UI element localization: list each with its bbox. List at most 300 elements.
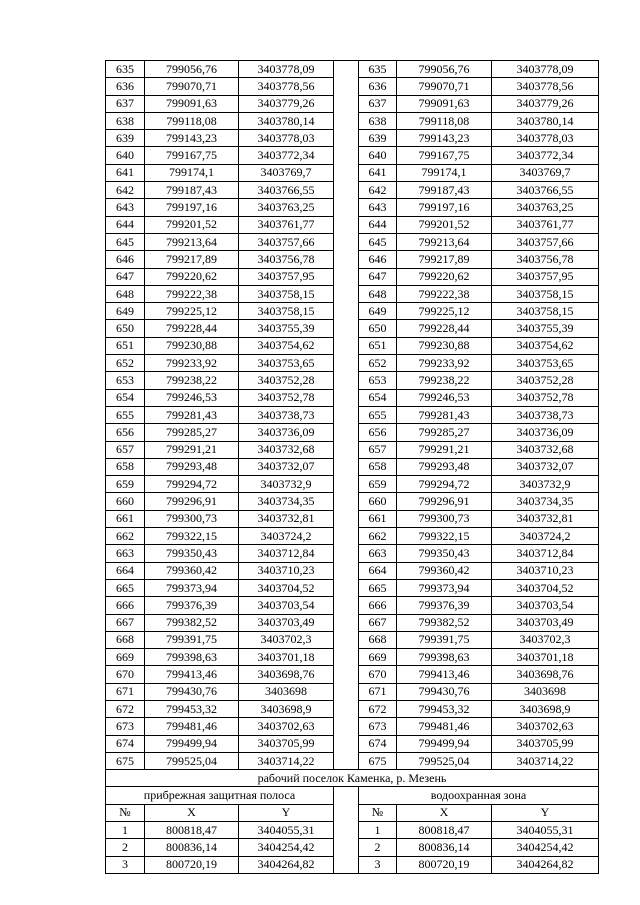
y-coordinate-cell: 3403753,65 <box>239 355 334 372</box>
y-coordinate-cell: 3403701,18 <box>492 649 599 666</box>
table-row <box>106 441 599 458</box>
table-row <box>106 822 599 839</box>
x-coordinate-cell: 799246,53 <box>397 389 492 406</box>
y-coordinate-cell: 3403702,3 <box>239 631 334 648</box>
x-coordinate-cell: 799481,46 <box>145 718 239 735</box>
table-row <box>106 683 599 700</box>
point-number-cell: 664 <box>106 562 145 579</box>
y-coordinate-cell: 3403702,63 <box>239 718 334 735</box>
point-number-cell: 661 <box>359 510 397 527</box>
x-coordinate-cell: 799143,23 <box>397 130 492 147</box>
x-coordinate-cell: 799217,89 <box>397 251 492 268</box>
x-coordinate-cell: 799217,89 <box>145 251 239 268</box>
table-row <box>106 199 599 216</box>
point-number-cell: 663 <box>359 545 397 562</box>
x-coordinate-cell: 799091,63 <box>397 95 492 112</box>
x-coordinate-cell: 799222,38 <box>397 285 492 302</box>
y-coordinate-cell: 3404055,31 <box>239 822 334 839</box>
y-coordinate-cell: 3403755,39 <box>492 320 599 337</box>
table-row <box>106 355 599 372</box>
table-row <box>106 666 599 683</box>
y-coordinate-cell: 3403712,84 <box>239 545 334 562</box>
point-number-cell: 660 <box>359 493 397 510</box>
x-coordinate-cell: 799413,46 <box>397 666 492 683</box>
x-coordinate-cell: 799382,52 <box>145 614 239 631</box>
y-coordinate-cell: 3403736,09 <box>239 424 334 441</box>
point-number-cell: 659 <box>106 476 145 493</box>
point-number-cell: 635 <box>359 61 397 78</box>
x-coordinate-cell: 799197,16 <box>145 199 239 216</box>
point-number-cell: 660 <box>106 493 145 510</box>
point-number-cell: 662 <box>359 528 397 545</box>
point-number-cell: 646 <box>106 251 145 268</box>
x-coordinate-cell: 799291,21 <box>397 441 492 458</box>
point-number-cell: 648 <box>106 285 145 302</box>
x-coordinate-cell: 799118,08 <box>397 112 492 129</box>
x-coordinate-cell: 799220,62 <box>397 268 492 285</box>
point-number-cell: 651 <box>106 337 145 354</box>
y-coordinate-cell: 3403772,34 <box>239 147 334 164</box>
x-coordinate-cell: 800836,14 <box>397 839 492 856</box>
column-gap <box>334 458 359 475</box>
point-number-cell: 657 <box>359 441 397 458</box>
column-gap <box>334 822 359 839</box>
point-number-cell: 675 <box>359 752 397 769</box>
y-coordinate-cell: 3403753,65 <box>492 355 599 372</box>
section-title-row <box>106 770 599 787</box>
y-coordinate-cell: 3403714,22 <box>239 752 334 769</box>
y-coordinate-cell: 3403758,15 <box>239 303 334 320</box>
x-coordinate-cell: 800836,14 <box>145 839 239 856</box>
table-row <box>106 424 599 441</box>
x-coordinate-cell: 799056,76 <box>397 61 492 78</box>
y-coordinate-cell: 3403763,25 <box>239 199 334 216</box>
right-zone-title: водоохранная зона <box>359 787 599 804</box>
point-number-cell: 654 <box>359 389 397 406</box>
x-coordinate-cell: 799294,72 <box>397 476 492 493</box>
point-number-cell: 665 <box>359 579 397 596</box>
point-number-cell: 666 <box>106 597 145 614</box>
x-coordinate-cell: 799091,63 <box>145 95 239 112</box>
point-number-cell: 674 <box>359 735 397 752</box>
column-gap <box>334 666 359 683</box>
table-row <box>106 233 599 250</box>
x-coordinate-cell: 799285,27 <box>145 424 239 441</box>
y-coordinate-cell: 3404264,82 <box>239 856 334 873</box>
point-number-cell: 647 <box>359 268 397 285</box>
column-gap <box>334 372 359 389</box>
y-coordinate-cell: 3403757,66 <box>239 233 334 250</box>
table-row <box>106 147 599 164</box>
point-number-cell: 636 <box>359 78 397 95</box>
table-row <box>106 631 599 648</box>
x-coordinate-cell: 799430,76 <box>145 683 239 700</box>
x-coordinate-cell: 799499,94 <box>397 735 492 752</box>
y-coordinate-cell: 3403698 <box>239 683 334 700</box>
column-gap <box>334 700 359 717</box>
point-number-cell: 2 <box>359 839 397 856</box>
column-gap <box>334 683 359 700</box>
y-coordinate-cell: 3403778,09 <box>492 61 599 78</box>
y-coordinate-cell: 3403724,2 <box>492 528 599 545</box>
table-row <box>106 476 599 493</box>
x-coordinate-cell: 799230,88 <box>397 337 492 354</box>
x-coordinate-cell: 799499,94 <box>145 735 239 752</box>
x-coordinate-cell: 799322,15 <box>397 528 492 545</box>
point-number-cell: 642 <box>106 182 145 199</box>
y-coordinate-cell: 3403758,15 <box>239 285 334 302</box>
coordinates-table-body <box>106 61 599 874</box>
x-coordinate-cell: 799246,53 <box>145 389 239 406</box>
x-coordinate-cell: 799360,42 <box>145 562 239 579</box>
x-coordinate-cell: 799230,88 <box>145 337 239 354</box>
point-number-cell: 668 <box>106 631 145 648</box>
y-coordinate-cell: 3403780,14 <box>239 112 334 129</box>
y-coordinate-cell: 3403761,77 <box>492 216 599 233</box>
y-coordinate-cell: 3403761,77 <box>239 216 334 233</box>
y-coordinate-cell: 3404254,42 <box>239 839 334 856</box>
point-number-cell: 649 <box>359 303 397 320</box>
y-coordinate-cell: 3403698,76 <box>239 666 334 683</box>
y-coordinate-cell: 3403698 <box>492 683 599 700</box>
y-column-header: Y <box>239 804 334 821</box>
column-gap <box>334 337 359 354</box>
x-coordinate-cell: 799233,92 <box>397 355 492 372</box>
point-number-cell: 666 <box>359 597 397 614</box>
y-coordinate-cell: 3403779,26 <box>239 95 334 112</box>
point-number-cell: 645 <box>359 233 397 250</box>
x-coordinate-cell: 799293,48 <box>145 458 239 475</box>
point-number-cell: 638 <box>106 112 145 129</box>
y-coordinate-cell: 3403705,99 <box>239 735 334 752</box>
table-row <box>106 614 599 631</box>
table-row <box>106 372 599 389</box>
x-coordinate-cell: 799300,73 <box>397 510 492 527</box>
x-coordinate-cell: 799213,64 <box>397 233 492 250</box>
y-coordinate-cell: 3403758,15 <box>492 303 599 320</box>
point-number-cell: 651 <box>359 337 397 354</box>
y-coordinate-cell: 3403780,14 <box>492 112 599 129</box>
x-coordinate-cell: 799391,75 <box>397 631 492 648</box>
x-coordinate-cell: 799291,21 <box>145 441 239 458</box>
number-column-header: № <box>359 804 397 821</box>
x-coordinate-cell: 800720,19 <box>145 856 239 873</box>
x-coordinate-cell: 799453,32 <box>145 700 239 717</box>
x-coordinate-cell: 799228,44 <box>145 320 239 337</box>
point-number-cell: 646 <box>359 251 397 268</box>
table-row <box>106 61 599 78</box>
column-gap <box>334 545 359 562</box>
column-gap <box>334 424 359 441</box>
x-coordinate-cell: 799376,39 <box>145 597 239 614</box>
x-coordinate-cell: 799453,32 <box>397 700 492 717</box>
x-coordinate-cell: 799056,76 <box>145 61 239 78</box>
y-coordinate-cell: 3403734,35 <box>492 493 599 510</box>
y-coordinate-cell: 3403763,25 <box>492 199 599 216</box>
table-row <box>106 130 599 147</box>
point-number-cell: 665 <box>106 579 145 596</box>
table-row <box>106 182 599 199</box>
point-number-cell: 669 <box>106 649 145 666</box>
x-coordinate-cell: 799197,16 <box>397 199 492 216</box>
x-coordinate-cell: 799220,62 <box>145 268 239 285</box>
column-gap <box>334 493 359 510</box>
y-coordinate-cell: 3403714,22 <box>492 752 599 769</box>
y-coordinate-cell: 3403772,34 <box>492 147 599 164</box>
y-coordinate-cell: 3403738,73 <box>239 406 334 423</box>
table-row <box>106 251 599 268</box>
column-gap <box>334 649 359 666</box>
point-number-cell: 1 <box>106 822 145 839</box>
point-number-cell: 639 <box>359 130 397 147</box>
x-coordinate-cell: 799413,46 <box>145 666 239 683</box>
point-number-cell: 671 <box>106 683 145 700</box>
point-number-cell: 650 <box>359 320 397 337</box>
column-gap <box>334 856 359 873</box>
column-gap <box>334 752 359 769</box>
y-column-header: Y <box>492 804 599 821</box>
column-gap <box>334 233 359 250</box>
y-coordinate-cell: 3403766,55 <box>492 182 599 199</box>
x-coordinate-cell: 799187,43 <box>397 182 492 199</box>
table-row <box>106 285 599 302</box>
column-gap <box>334 182 359 199</box>
y-coordinate-cell: 3403732,81 <box>492 510 599 527</box>
y-coordinate-cell: 3403738,73 <box>492 406 599 423</box>
column-gap <box>334 268 359 285</box>
point-number-cell: 655 <box>106 406 145 423</box>
x-coordinate-cell: 799238,22 <box>145 372 239 389</box>
y-coordinate-cell: 3403710,23 <box>239 562 334 579</box>
y-coordinate-cell: 3403769,7 <box>492 164 599 181</box>
x-coordinate-cell: 799322,15 <box>145 528 239 545</box>
x-coordinate-cell: 799350,43 <box>397 545 492 562</box>
y-coordinate-cell: 3403754,62 <box>492 337 599 354</box>
y-coordinate-cell: 3403757,95 <box>492 268 599 285</box>
point-number-cell: 658 <box>106 458 145 475</box>
table-row <box>106 839 599 856</box>
table-row <box>106 95 599 112</box>
table-row <box>106 510 599 527</box>
y-coordinate-cell: 3403756,78 <box>239 251 334 268</box>
point-number-cell: 645 <box>106 233 145 250</box>
x-coordinate-cell: 799350,43 <box>145 545 239 562</box>
column-gap <box>334 251 359 268</box>
y-coordinate-cell: 3403732,9 <box>492 476 599 493</box>
point-number-cell: 643 <box>106 199 145 216</box>
y-coordinate-cell: 3403704,52 <box>239 579 334 596</box>
table-row <box>106 700 599 717</box>
y-coordinate-cell: 3403701,18 <box>239 649 334 666</box>
table-row <box>106 545 599 562</box>
y-coordinate-cell: 3403752,78 <box>492 389 599 406</box>
y-coordinate-cell: 3403732,68 <box>239 441 334 458</box>
point-number-cell: 672 <box>359 700 397 717</box>
table-row <box>106 112 599 129</box>
point-number-cell: 644 <box>359 216 397 233</box>
left-zone-title: прибрежная защитная полоса <box>106 787 334 804</box>
x-coordinate-cell: 799281,43 <box>397 406 492 423</box>
point-number-cell: 648 <box>359 285 397 302</box>
y-coordinate-cell: 3403756,78 <box>492 251 599 268</box>
point-number-cell: 667 <box>359 614 397 631</box>
point-number-cell: 653 <box>359 372 397 389</box>
x-coordinate-cell: 799118,08 <box>145 112 239 129</box>
point-number-cell: 664 <box>359 562 397 579</box>
x-coordinate-cell: 799070,71 <box>145 78 239 95</box>
y-coordinate-cell: 3403778,56 <box>492 78 599 95</box>
point-number-cell: 670 <box>106 666 145 683</box>
point-number-cell: 2 <box>106 839 145 856</box>
point-number-cell: 668 <box>359 631 397 648</box>
y-coordinate-cell: 3403778,03 <box>492 130 599 147</box>
column-gap <box>334 389 359 406</box>
column-gap <box>334 735 359 752</box>
y-coordinate-cell: 3403754,62 <box>239 337 334 354</box>
column-gap <box>334 130 359 147</box>
table-row <box>106 389 599 406</box>
point-number-cell: 1 <box>359 822 397 839</box>
y-coordinate-cell: 3403752,28 <box>239 372 334 389</box>
x-coordinate-cell: 799300,73 <box>145 510 239 527</box>
y-coordinate-cell: 3403732,07 <box>239 458 334 475</box>
column-gap <box>334 320 359 337</box>
column-gap <box>334 631 359 648</box>
point-number-cell: 3 <box>359 856 397 873</box>
x-coordinate-cell: 799376,39 <box>397 597 492 614</box>
y-coordinate-cell: 3403732,07 <box>492 458 599 475</box>
x-coordinate-cell: 800818,47 <box>397 822 492 839</box>
table-row <box>106 216 599 233</box>
section-title: рабочий поселок Каменка, р. Мезень <box>106 770 599 787</box>
column-gap <box>334 285 359 302</box>
table-row <box>106 562 599 579</box>
column-gap <box>334 562 359 579</box>
point-number-cell: 3 <box>106 856 145 873</box>
y-coordinate-cell: 3403703,54 <box>492 597 599 614</box>
y-coordinate-cell: 3403705,99 <box>492 735 599 752</box>
y-coordinate-cell: 3403703,49 <box>239 614 334 631</box>
column-gap <box>334 597 359 614</box>
y-coordinate-cell: 3403766,55 <box>239 182 334 199</box>
y-coordinate-cell: 3403702,3 <box>492 631 599 648</box>
x-coordinate-cell: 799360,42 <box>397 562 492 579</box>
y-coordinate-cell: 3403757,66 <box>492 233 599 250</box>
x-coordinate-cell: 799167,75 <box>397 147 492 164</box>
coordinates-table <box>105 60 599 874</box>
x-coordinate-cell: 799373,94 <box>397 579 492 596</box>
y-coordinate-cell: 3403702,63 <box>492 718 599 735</box>
point-number-cell: 641 <box>106 164 145 181</box>
x-coordinate-cell: 799296,91 <box>145 493 239 510</box>
point-number-cell: 657 <box>106 441 145 458</box>
x-coordinate-cell: 799174,1 <box>397 164 492 181</box>
point-number-cell: 654 <box>106 389 145 406</box>
point-number-cell: 647 <box>106 268 145 285</box>
y-coordinate-cell: 3403757,95 <box>239 268 334 285</box>
point-number-cell: 655 <box>359 406 397 423</box>
x-coordinate-cell: 800720,19 <box>397 856 492 873</box>
point-number-cell: 675 <box>106 752 145 769</box>
y-coordinate-cell: 3403698,76 <box>492 666 599 683</box>
column-header-row <box>106 804 599 821</box>
y-coordinate-cell: 3403755,39 <box>239 320 334 337</box>
point-number-cell: 670 <box>359 666 397 683</box>
column-gap <box>334 61 359 78</box>
y-coordinate-cell: 3403778,03 <box>239 130 334 147</box>
point-number-cell: 658 <box>359 458 397 475</box>
column-gap <box>334 441 359 458</box>
x-coordinate-cell: 800818,47 <box>145 822 239 839</box>
table-row <box>106 752 599 769</box>
table-row <box>106 320 599 337</box>
point-number-cell: 663 <box>106 545 145 562</box>
point-number-cell: 656 <box>106 424 145 441</box>
point-number-cell: 673 <box>359 718 397 735</box>
y-coordinate-cell: 3403769,7 <box>239 164 334 181</box>
x-coordinate-cell: 799174,1 <box>145 164 239 181</box>
point-number-cell: 644 <box>106 216 145 233</box>
point-number-cell: 653 <box>106 372 145 389</box>
x-coordinate-cell: 799238,22 <box>397 372 492 389</box>
x-coordinate-cell: 799285,27 <box>397 424 492 441</box>
column-gap <box>334 406 359 423</box>
y-coordinate-cell: 3403758,15 <box>492 285 599 302</box>
point-number-cell: 656 <box>359 424 397 441</box>
column-gap <box>334 112 359 129</box>
x-coordinate-cell: 799293,48 <box>397 458 492 475</box>
x-coordinate-cell: 799225,12 <box>145 303 239 320</box>
zone-titles-row <box>106 787 599 804</box>
y-coordinate-cell: 3403703,54 <box>239 597 334 614</box>
x-coordinate-cell: 799398,63 <box>145 649 239 666</box>
x-coordinate-cell: 799525,04 <box>145 752 239 769</box>
table-row <box>106 649 599 666</box>
column-gap <box>334 787 359 804</box>
point-number-cell: 641 <box>359 164 397 181</box>
y-coordinate-cell: 3404055,31 <box>492 822 599 839</box>
x-coordinate-cell: 799167,75 <box>145 147 239 164</box>
number-column-header: № <box>106 804 145 821</box>
y-coordinate-cell: 3403736,09 <box>492 424 599 441</box>
point-number-cell: 662 <box>106 528 145 545</box>
y-coordinate-cell: 3403734,35 <box>239 493 334 510</box>
x-coordinate-cell: 799187,43 <box>145 182 239 199</box>
table-row <box>106 528 599 545</box>
y-coordinate-cell: 3403778,09 <box>239 61 334 78</box>
column-gap <box>334 164 359 181</box>
point-number-cell: 640 <box>106 147 145 164</box>
point-number-cell: 640 <box>359 147 397 164</box>
x-coordinate-cell: 799070,71 <box>397 78 492 95</box>
y-coordinate-cell: 3403779,26 <box>492 95 599 112</box>
column-gap <box>334 579 359 596</box>
x-coordinate-cell: 799296,91 <box>397 493 492 510</box>
column-gap <box>334 718 359 735</box>
x-coordinate-cell: 799525,04 <box>397 752 492 769</box>
y-coordinate-cell: 3403752,28 <box>492 372 599 389</box>
x-coordinate-cell: 799201,52 <box>145 216 239 233</box>
point-number-cell: 673 <box>106 718 145 735</box>
column-gap <box>334 528 359 545</box>
point-number-cell: 674 <box>106 735 145 752</box>
x-coordinate-cell: 799430,76 <box>397 683 492 700</box>
y-coordinate-cell: 3403724,2 <box>239 528 334 545</box>
x-coordinate-cell: 799233,92 <box>145 355 239 372</box>
column-gap <box>334 804 359 821</box>
column-gap <box>334 614 359 631</box>
point-number-cell: 643 <box>359 199 397 216</box>
